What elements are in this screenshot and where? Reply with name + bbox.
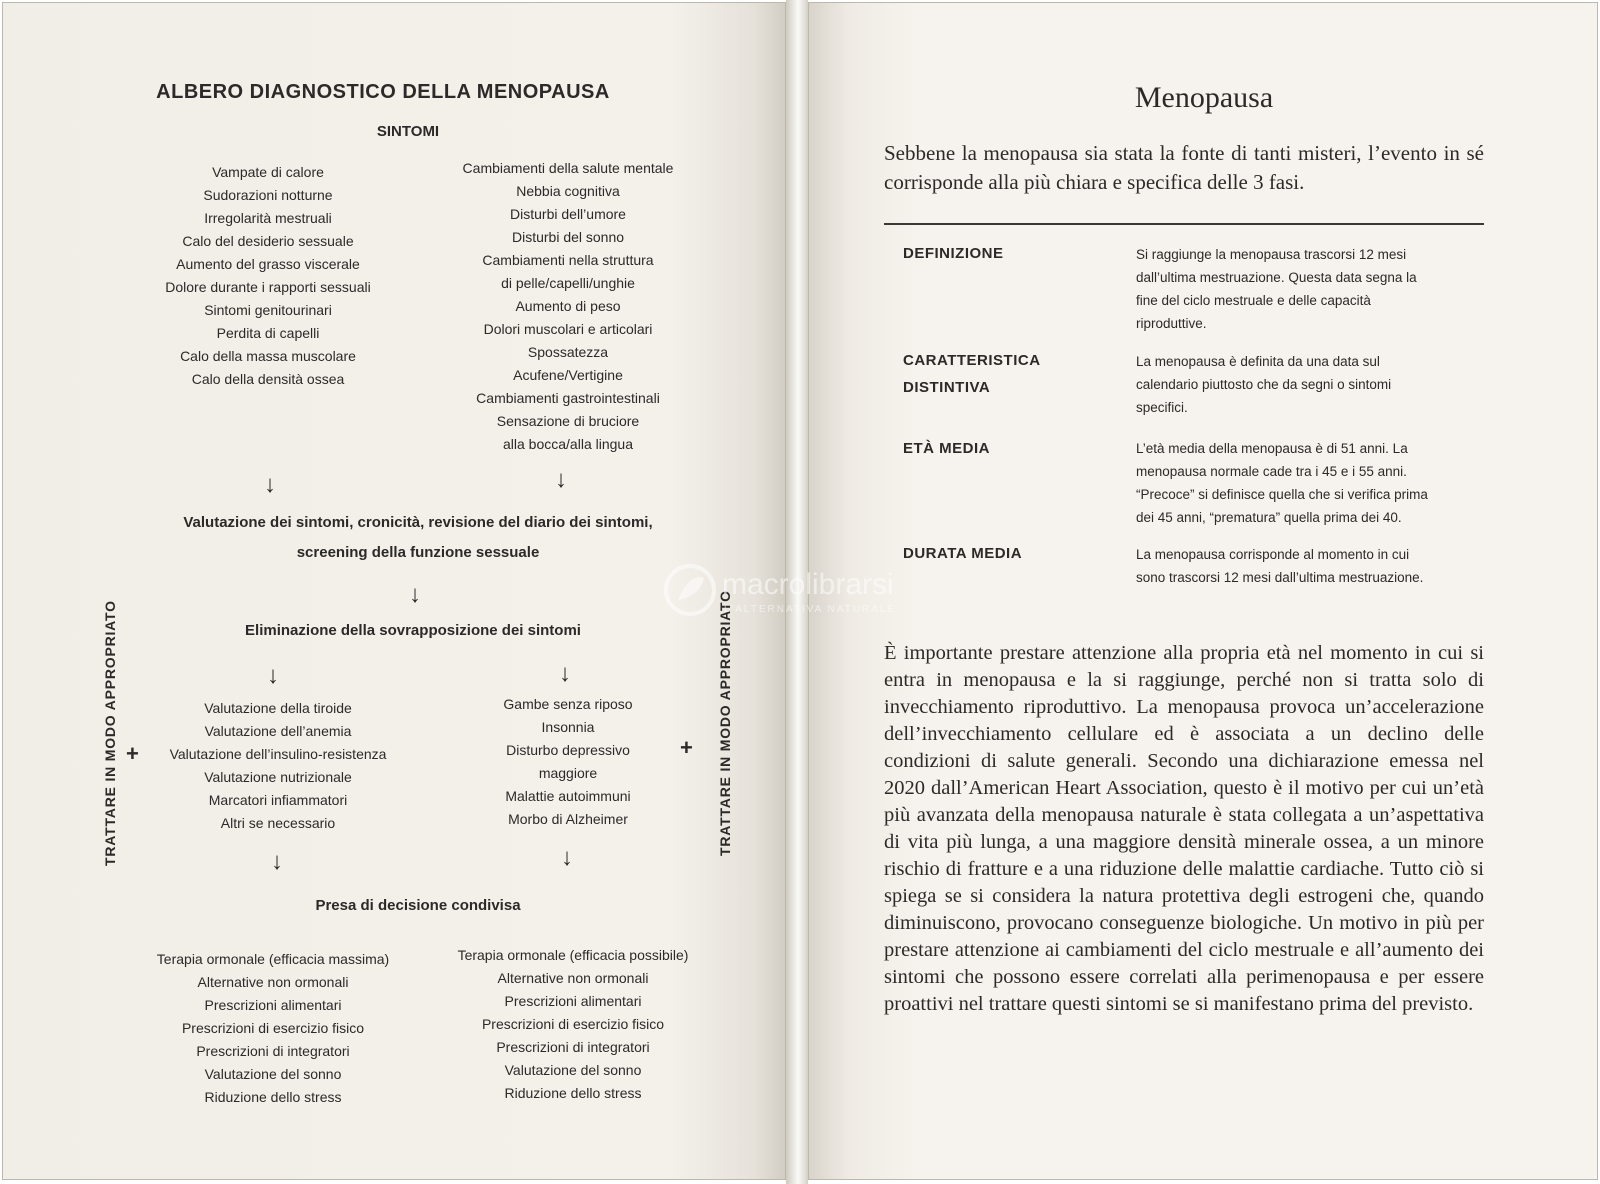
symptoms-list-physical [143, 161, 393, 391]
plus-icon: + [126, 741, 139, 766]
list-item: Dolore durante i rapporti sessuali [165, 279, 371, 295]
list-item: Valutazione dell’anemia [204, 723, 352, 739]
list-item: Aumento di peso [515, 298, 621, 314]
list-item: Valutazione della tiroide [204, 700, 352, 716]
definition-text: Si raggiunge la menopausa trascorsi 12 mesi dall’ultima mestruazione. Questa data segna la fine del ciclo mestruale e delle capacità riproduttive. [1136, 247, 1417, 331]
leaf-icon [666, 566, 714, 614]
definition-text: La menopausa è definita da una data sul calendario piuttosto che da segni o sintomi specifici. [1136, 354, 1392, 415]
list-item: Disturbi dell’umore [510, 206, 626, 222]
definition-term: DEFINIZIONE [903, 245, 1004, 262]
list-item: Alternative non ormonali [497, 970, 649, 986]
down-arrow-icon: ↓ [409, 581, 421, 608]
watermark-logo [660, 560, 960, 620]
down-arrow-icon: ↓ [559, 660, 571, 687]
list-item: Malattie autoimmuni [505, 788, 631, 804]
body-paragraph: È importante prestare attenzione alla propria età nel momento in cui si entra in menopausa e la si raggiunge, perché non si tratta solo di invecchiamento riproduttivo. La menopausa provoca un’accelerazione dell’invecchiamento cellulare ed è associata a un declino delle condizioni di salute generali. Secondo una dichiarazione emessa nel 2020 dall’American Heart Association, questo è il motivo per cui un’età più avanzata della menopausa naturale è stata collegata a un’aspettativa di vita più lunga, a una maggiore densità minerale ossea, a un minore rischio di fratture e a una riduzione delle malattie cardiache. Tutto ciò si spiega se si considera la natura protettiva degli estrogeni che, quando diminuiscono, provocano conseguenze biologiche. Un motivo in più per prestare attenzione ai cambiamenti del ciclo mestruale e all’aumento dei sintomi che possono essere correlati alla perimenopausa e per essere proattivi nel trattare questi sintomi se si manifestano prima del previsto. [884, 642, 1484, 1015]
list-item: Morbo di Alzheimer [508, 811, 628, 827]
list-item: Cambiamenti gastrointestinali [476, 390, 660, 406]
list-item: Valutazione nutrizionale [204, 769, 352, 785]
evaluation-list-conditions [458, 693, 678, 831]
list-item: Terapia ormonale (efficacia possibile) [457, 947, 689, 963]
list-item: alla bocca/alla lingua [503, 436, 633, 452]
list-item: maggiore [538, 765, 598, 781]
list-item: Calo della massa muscolare [180, 348, 356, 364]
list-item: Gambe senza riposo [503, 696, 633, 712]
list-item: Valutazione del sonno [504, 1062, 642, 1078]
list-item: Riduzione dello stress [204, 1089, 342, 1105]
list-item: Prescrizioni alimentari [204, 997, 342, 1013]
list-item: Valutazione del sonno [204, 1066, 342, 1082]
list-item: Cambiamenti della salute mentale [462, 160, 674, 176]
list-item: Riduzione dello stress [504, 1085, 642, 1101]
list-item: Terapia ormonale (efficacia massima) [156, 951, 390, 967]
definition-term: ETÀ MEDIA [903, 440, 990, 457]
list-item: Prescrizioni alimentari [504, 993, 642, 1009]
down-arrow-icon: ↓ [267, 662, 279, 689]
list-item: Valutazione dell’insulino-resistenza [169, 746, 387, 762]
step-overlap-elimination: Eliminazione della sovrapposizione dei sintomi [245, 622, 581, 639]
list-item: Sensazione di bruciore [496, 413, 640, 429]
evaluation-list-clinical [143, 697, 413, 835]
list-item: Prescrizioni di esercizio fisico [181, 1020, 365, 1036]
list-item: Altri se necessario [220, 815, 336, 831]
side-label-right: TRATTARE IN MODO APPROPRIATO [717, 590, 733, 856]
step-symptom-evaluation: Valutazione dei sintomi, cronicità, revisione del diario dei sintomi, screening della funzione sessuale [183, 514, 653, 561]
list-item: Cambiamenti nella struttura [482, 252, 654, 268]
list-item: Disturbo depressivo [506, 742, 630, 758]
list-item: Sudorazioni notturne [203, 187, 333, 203]
definition-term: CARATTERISTICA DISTINTIVA [903, 352, 1040, 396]
symptoms-heading: SINTOMI [376, 123, 440, 140]
intro-paragraph: Sebbene la menopausa sia stata la fonte di tanti misteri, l’evento in sé corrisponde alla più chiara e specifica delle 3 fasi. [884, 141, 1484, 194]
side-label-left: TRATTARE IN MODO APPROPRIATO [102, 600, 118, 866]
list-item: Insonnia [541, 719, 595, 735]
list-item: Prescrizioni di esercizio fisico [481, 1016, 665, 1032]
down-arrow-icon: ↓ [555, 466, 567, 493]
list-item: di pelle/capelli/unghie [501, 275, 635, 291]
list-item: Dolori muscolari e articolari [483, 321, 653, 337]
step-shared-decision: Presa di decisione condivisa [315, 897, 521, 914]
definition-term: DURATA MEDIA [903, 545, 1023, 562]
list-item: Nebbia cognitiva [516, 183, 620, 199]
list-item: Acufene/Vertigine [513, 367, 623, 383]
list-item: Vampate di calore [212, 164, 324, 180]
plus-icon: + [680, 735, 693, 760]
list-item: Disturbi del sonno [511, 229, 625, 245]
definition-text: L’età media della menopausa è di 51 anni. La menopausa normale cade tra i 45 e i 55 anni. “Precoce” si definisce quella che si verifica prima dei 45 anni, “prematura” quella prima dei 40. [1136, 441, 1428, 525]
tree-title: ALBERO DIAGNOSTICO DELLA MENOPAUSA [156, 81, 610, 103]
list-item: Spossatezza [527, 344, 609, 360]
list-item: Calo del desiderio sessuale [182, 233, 354, 249]
list-item: Irregolarità mestruali [204, 210, 332, 226]
definition-text: La menopausa corrisponde al momento in cui sono trascorsi 12 mesi dall’ultima mestruazione. [1136, 547, 1424, 585]
list-item: Prescrizioni di integratori [496, 1039, 650, 1055]
list-item: Aumento del grasso viscerale [176, 256, 360, 272]
list-item: Marcatori infiammatori [208, 792, 348, 808]
list-item: Calo della densità ossea [191, 371, 345, 387]
watermark-brand: macrolibrarsi [722, 568, 894, 601]
list-item: Perdita di capelli [216, 325, 320, 341]
symptoms-list-mental [428, 157, 708, 456]
page-title: Menopausa [1134, 81, 1274, 114]
therapy-list-maximum [138, 948, 408, 1109]
list-item: Prescrizioni di integratori [196, 1043, 350, 1059]
down-arrow-icon: ↓ [264, 471, 276, 498]
watermark-tagline: L’ALTERNATIVA NATURALE [724, 604, 897, 615]
down-arrow-icon: ↓ [561, 844, 573, 871]
list-item: Alternative non ormonali [197, 974, 349, 990]
list-item: Sintomi genitourinari [204, 302, 332, 318]
therapy-list-possible [433, 944, 713, 1105]
divider [884, 223, 1484, 225]
down-arrow-icon: ↓ [271, 848, 283, 875]
